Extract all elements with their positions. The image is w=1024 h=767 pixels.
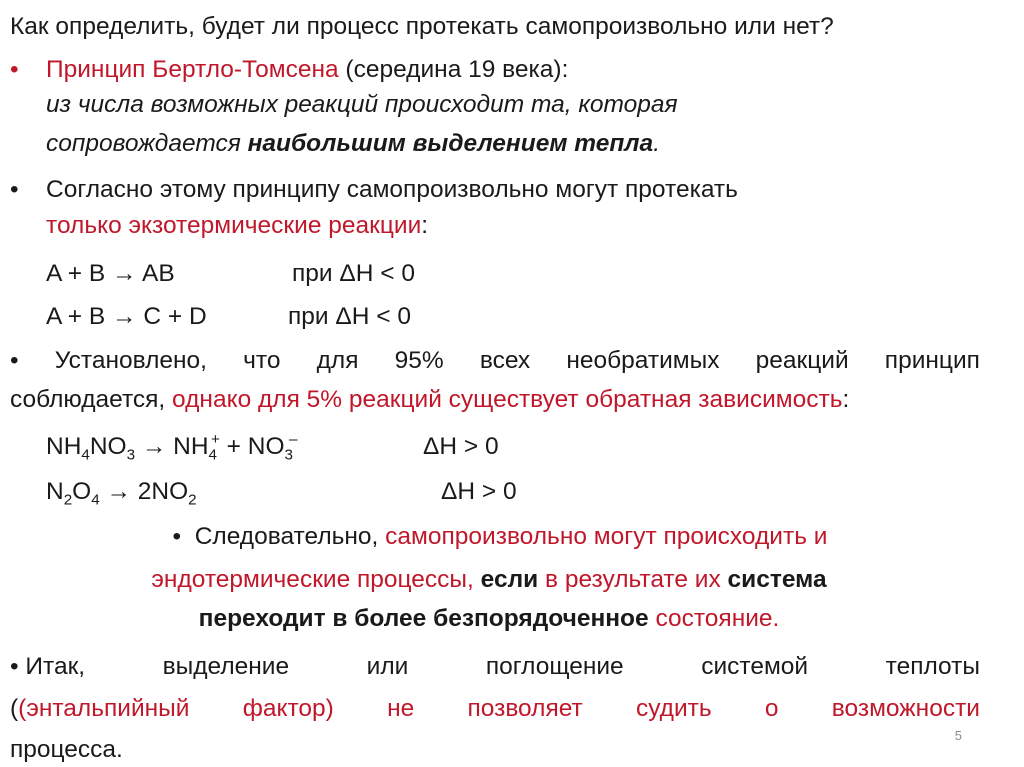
word: реакций xyxy=(755,347,849,374)
word: Установлено, xyxy=(54,347,207,374)
word: системой xyxy=(701,653,809,680)
word: необратимых xyxy=(566,347,720,374)
subscript: 2 xyxy=(188,491,197,509)
established-line-1 xyxy=(10,346,980,376)
colon: : xyxy=(421,212,429,239)
word: судить xyxy=(635,695,712,722)
formula-part: → 2NO xyxy=(99,478,189,505)
word: Итак, xyxy=(25,653,86,680)
word: фактор) xyxy=(242,695,334,722)
equation-1-condition: при ΔH < 0 xyxy=(292,260,415,287)
equation-2: A + B → C + D xyxy=(46,303,207,330)
superscript: – xyxy=(289,431,298,449)
bullet-marker: • xyxy=(10,653,19,680)
conclusion-highlight: в результате их xyxy=(538,566,728,593)
word: поглощение xyxy=(485,653,624,680)
word: принцип xyxy=(884,347,980,374)
enthalpy-factor-close xyxy=(243,694,334,724)
summary-line-2 xyxy=(10,694,980,724)
conclusion-highlight: самопроизвольно могут происходить и xyxy=(385,523,828,550)
superscript: + xyxy=(211,431,220,449)
word: выделение xyxy=(162,653,290,680)
formula-part: NH xyxy=(46,433,82,460)
equation-4 xyxy=(46,477,197,507)
principle-period: (середина 19 века): xyxy=(338,56,569,83)
formula-part: + NO xyxy=(219,433,285,460)
conclusion-line-2 xyxy=(0,565,978,595)
equation-1: A + B → AB xyxy=(46,260,175,287)
consequence-line-2 xyxy=(46,211,428,241)
conclusion-line-3 xyxy=(0,604,978,634)
word: (энтальпийный xyxy=(18,695,190,722)
principle-emphasis: наибольшим выделением тепла xyxy=(247,130,654,157)
question-heading: Как определить, будет ли процесс протекать самопроизвольно или нет? xyxy=(10,13,834,40)
word: позволяет xyxy=(467,695,583,722)
principle-text-line-3 xyxy=(46,129,660,159)
exothermic-only: только экзотермические реакции xyxy=(46,212,422,239)
subscript: 4 xyxy=(81,446,90,464)
equation-3-condition: ΔH > 0 xyxy=(423,433,499,460)
word: о xyxy=(764,695,779,722)
subscript: 4 xyxy=(208,446,217,464)
principle-text-part: сопровождается xyxy=(46,130,248,157)
equation-4-condition: ΔH > 0 xyxy=(441,478,517,505)
word: 95% xyxy=(394,347,444,374)
equation-3 xyxy=(46,432,297,462)
word: не xyxy=(387,695,415,722)
bullet-marker: • xyxy=(10,176,19,203)
bullet-marker: • xyxy=(10,56,19,83)
formula-part: N xyxy=(46,478,64,505)
bullet-and-first-word xyxy=(10,652,85,682)
equation-2-condition: при ΔH < 0 xyxy=(288,303,411,330)
subscript: 2 xyxy=(63,491,73,509)
conclusion-highlight: состояние. xyxy=(648,605,780,632)
summary-line-1 xyxy=(10,652,980,682)
conclusion-bold: переходит в более безпорядоченное xyxy=(198,605,649,632)
conclusion-text: Следовательно, xyxy=(194,523,386,550)
word: что xyxy=(243,347,281,374)
formula-part: NO xyxy=(89,433,127,460)
subscript: 4 xyxy=(91,491,100,509)
conclusion-line-1 xyxy=(0,522,1000,552)
word: теплоты xyxy=(885,653,980,680)
established-text: соблюдается, xyxy=(10,386,173,413)
conclusion-bold: система xyxy=(727,566,827,593)
word: или xyxy=(366,653,409,680)
formula-part: O xyxy=(72,478,92,505)
page-number: 5 xyxy=(954,728,962,743)
principle-text-end: . xyxy=(653,130,660,157)
summary-line-3: процесса. xyxy=(10,736,123,763)
bullet-marker: • xyxy=(172,523,182,550)
conclusion-bold: если xyxy=(480,566,539,593)
subscript: 3 xyxy=(126,446,136,464)
formula-part: → NH xyxy=(135,433,209,460)
word: всех xyxy=(479,347,531,374)
consequence-line-1: Согласно этому принципу самопроизвольно могут протекать xyxy=(46,176,738,203)
word: для xyxy=(316,347,359,374)
subscript: 3 xyxy=(284,446,293,464)
principle-title-line xyxy=(46,55,568,85)
principle-title: Принцип Бертло-Томсена xyxy=(46,56,339,83)
colon: : xyxy=(842,386,850,413)
principle-text-line-2: из числа возможных реакций происходит та, которая xyxy=(46,91,678,118)
word: возможности xyxy=(831,695,980,722)
bullet-marker: • xyxy=(10,347,19,374)
established-line-2 xyxy=(10,385,849,415)
enthalpy-factor-open: ((энтальпийный xyxy=(10,695,190,722)
conclusion-highlight: эндотермические процессы, xyxy=(151,566,481,593)
exception-text: однако для 5% реакций существует обратная зависимость xyxy=(172,386,843,413)
